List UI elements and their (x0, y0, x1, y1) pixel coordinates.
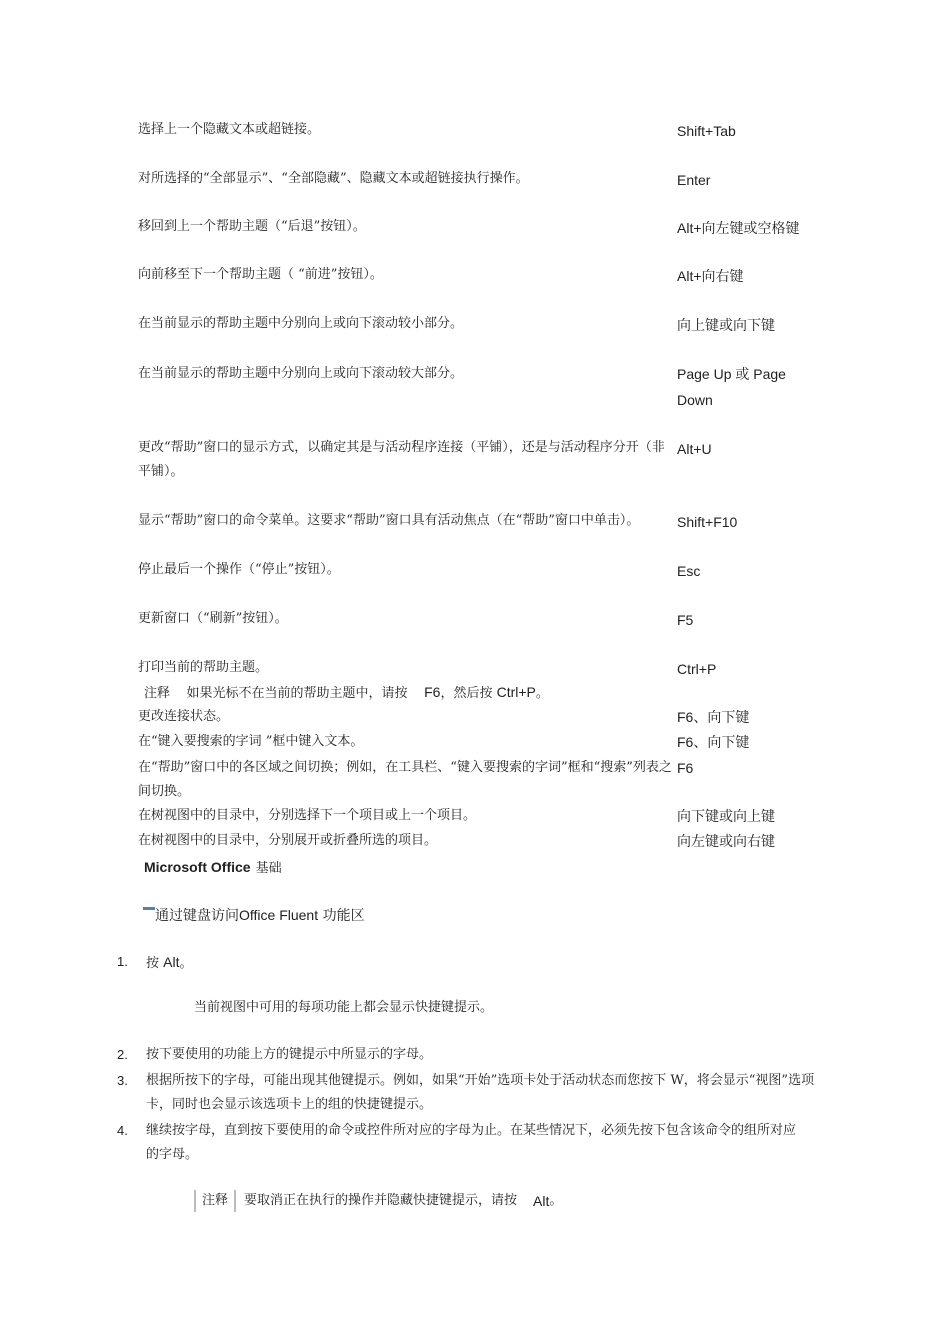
step-number: 2. (117, 1047, 128, 1062)
shortcut-key: Page Up 或 Page Down (677, 366, 786, 408)
shortcut-key: Alt+U (677, 441, 712, 457)
final-note: 注释 要取消正在执行的操作并隐藏快捷键提示，请按 Alt 。 (194, 1189, 562, 1213)
note-text: ，然后按 (440, 686, 493, 701)
step-number: 3. (117, 1073, 128, 1088)
shortcut-key: 向下键或向上键 (677, 808, 775, 824)
shortcut-desc: 更新窗口（“刷新”按钮）。 (138, 611, 288, 626)
step-text: 继续按字母，直到按下要使用的命令或控件所对应的字母为止。在某些情况下，必须先按下包含该命令的组所对应的字母。 (146, 1123, 797, 1162)
shortcut-desc: 对所选择的“全部显示”、“全部隐藏”、隐藏文本或超链接执行操作。 (138, 171, 529, 186)
shortcut-desc: 在当前显示的帮助主题中分别向上或向下滚动较小部分。 (138, 316, 464, 331)
note-key: F6 (424, 684, 441, 700)
note-key: Alt (533, 1193, 550, 1209)
shortcut-desc: 在“帮助”窗口中的各区域之间切换；例如，在工具栏、“键入要搜索的字词”框和“搜索”列表之间切换。 (138, 760, 672, 799)
step-text: 按 Alt。 (146, 954, 193, 971)
step-key: Alt (163, 954, 180, 970)
shortcut-key: 向左键或向右键 (677, 833, 775, 849)
shortcut-desc: 在“键入要搜索的字词 ”框中键入文本。 (138, 734, 364, 749)
shortcut-key: Shift+Tab (677, 123, 736, 139)
shortcut-desc: 在当前显示的帮助主题中分别向上或向下滚动较大部分。 (138, 366, 464, 381)
step-text: 根据所按下的字母，可能出现其他键提示。例如，如果“开始”选项卡处于活动状态而您按下 W，将会显示“视图”选项卡，同时也会显示该选项卡上的组的快捷键提示。 (146, 1073, 815, 1112)
shortcut-key: F6、向下键 (677, 734, 750, 750)
shortcut-desc: 选择上一个隐藏文本或超链接。 (138, 122, 321, 137)
print-note: 注释 如果光标不在当前的帮助主题中，请按 F6，然后按 Ctrl+P。 (144, 684, 549, 701)
shortcut-key: Alt+向右键 (677, 268, 744, 284)
section-heading (144, 856, 282, 880)
shortcut-key: Esc (677, 563, 701, 579)
bar-icon (143, 907, 155, 910)
shortcut-desc: 更改连接状态。 (138, 709, 230, 724)
shortcut-key: 向上键或向下键 (677, 317, 775, 333)
note-label: 注释 (144, 686, 171, 701)
shortcut-desc: 移回到上一个帮助主题（“后退”按钮）。 (138, 219, 366, 234)
note-text: 要取消正在执行的操作并隐藏快捷键提示，请按 (244, 1193, 518, 1208)
shortcut-key: F6 (677, 760, 694, 776)
shortcut-desc: 打印当前的帮助主题。 (138, 660, 269, 675)
shortcut-desc: 显示“帮助”窗口的命令菜单。这要求“帮助”窗口具有活动焦点（在“帮助”窗口中单击）。 (138, 513, 640, 528)
step-note: 当前视图中可用的每项功能上都会显示快捷键提示。 (194, 1000, 494, 1015)
shortcut-key: Ctrl+P (677, 661, 717, 677)
section-brand: Office Fluent (239, 907, 319, 923)
note-text: 如果光标不在当前的帮助主题中，请按 (186, 686, 408, 701)
shortcut-desc: 更改“帮助”窗口的显示方式，以确定其是与活动程序连接（平铺），还是与活动程序分开（非平铺）。 (138, 440, 665, 479)
heading-brand: Microsoft Office (144, 859, 251, 875)
subsection-title: 通过键盘访问Office Fluent 功能区 (143, 904, 365, 927)
step-number: 4. (117, 1123, 128, 1138)
shortcut-desc: 在树视图中的目录中，分别选择下一个项目或上一个项目。 (138, 808, 477, 823)
shortcut-desc: 停止最后一个操作（“停止”按钮）。 (138, 562, 340, 577)
note-label: 注释 (194, 1190, 236, 1212)
shortcut-key: Alt+向左键或空格键 (677, 220, 800, 236)
shortcut-key: Enter (677, 172, 711, 188)
shortcut-desc: 向前移至下一个帮助主题（ “前进”按钮）。 (138, 267, 383, 282)
shortcut-desc: 在树视图中的目录中，分别展开或折叠所选的项目。 (138, 833, 438, 848)
note-key: Ctrl+P (496, 684, 536, 700)
step-number: 1. (117, 954, 128, 969)
heading-word: 基础 (255, 861, 282, 876)
shortcut-key: Shift+F10 (677, 514, 738, 530)
shortcut-key: F6、向下键 (677, 709, 750, 725)
step-text: 按下要使用的功能上方的键提示中所显示的字母。 (146, 1047, 433, 1062)
shortcut-key: F5 (677, 612, 694, 628)
